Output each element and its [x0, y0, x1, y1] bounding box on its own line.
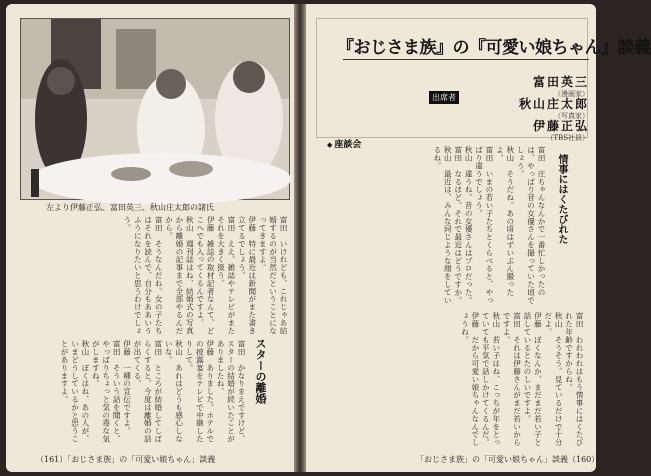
paragraph: 富田 いまの若い子たちとくらべると、やっぱり違うでしょう。: [474, 146, 494, 304]
paragraph: 富田 そういう話を聞くと、やっぱりちょっと気の毒な気がしますね。: [91, 340, 122, 443]
left-upper-text: [20, 216, 288, 340]
left-lower-text: [20, 340, 246, 448]
article-title: 『おじさま族』の『可愛い娘ちゃん』談義: [337, 38, 651, 58]
photo-caption: 左より伊藤正弘、富田英三、秋山庄太郎の諸氏: [46, 203, 214, 212]
magazine-spread: [6, 4, 651, 472]
participant-role: （TBS社員）: [546, 134, 589, 142]
paragraph: 秋山 最近は、みんな同じような顔をしているね。: [432, 146, 453, 304]
title-divider: [343, 59, 589, 60]
paragraph: 富田 庄ちゃんなんかで一番忙しかったのは、やっぱり昔の女優さんを撮っていた頃でしょう。: [516, 146, 546, 304]
page-footer: （161）「おじさま族」の「可愛い娘ちゃん」談義: [36, 455, 216, 464]
discussion-photo: [20, 18, 290, 200]
paragraph: 伊藤 雑誌の取材記者なんて、どこへでも入ってくるんですよ。: [195, 216, 216, 335]
right-page: [306, 4, 651, 472]
title-block: [316, 18, 651, 150]
attendees-label: 出席者: [429, 91, 459, 104]
participant: [533, 115, 589, 143]
paragraph: 伊藤 だから可愛い娘ちゃんなんでしょうね。: [460, 312, 480, 447]
paragraph: 秋山 ぼくはね、あの人が、いまどうしているかと思うことがありますよ。: [60, 340, 90, 443]
paragraph: 富田 それは伊藤さんがまだ若いからですよ。: [502, 312, 522, 447]
page-footer: 「おじさま族」の「可愛い娘ちゃん」談義（160）: [416, 455, 600, 464]
paragraph: 富田 ええ。雑誌やテレビがまたそれを大きく扱う。: [216, 216, 236, 335]
section-heading: スターの離婚: [254, 338, 267, 404]
paragraph: 秋山 若い子はね、こっちが年をとっていても平気で話しかけてくるんだ。: [481, 312, 501, 447]
paragraph: 富田 いけれども、これじゃあ結婚するのが当然だということになってきますよ。: [258, 216, 288, 335]
paragraph: 伊藤 ありました。ホテルでの披露宴をテレビで中継したりして。: [184, 340, 215, 443]
section-heading: 情事にはくたびれた: [556, 154, 567, 244]
participant-name: 秋山庄太郎: [518, 97, 589, 111]
paragraph: 伊藤 特に最近は新聞がまた書き立てるでしょう。: [237, 216, 257, 335]
paragraph: 富田 われわれはもう情事にはくたびれた年齢ですからね。: [564, 312, 584, 447]
photo-illustration: [21, 19, 289, 199]
paragraph: 伊藤 一種の宣伝ですよ。: [122, 340, 132, 435]
book-gutter: [294, 4, 306, 472]
participant-name: 富田英三: [532, 75, 589, 89]
paragraph: 富田 ところが結婚してしばらくすると、今度は離婚の話が出てくる。: [132, 340, 163, 443]
paragraph: 秋山 そうそう。見ているだけで十分だよ。: [543, 312, 564, 447]
participant-name: 伊藤正弘: [532, 119, 589, 133]
paragraph: 富田 そうなんだね。女の子たちはそれを読んで、自分もああいうふうになりたいと思うわけでしょう。: [122, 216, 164, 335]
session-label: ◆ 座談会: [327, 137, 361, 150]
right-lower-text: [316, 312, 584, 448]
paragraph: 富田 なるほど。それで最近はどうですか。: [453, 146, 463, 304]
participant-role: （写真家）: [554, 112, 589, 120]
paragraph: 秋山 そうだね。あの頃はずいぶん撮ったよ。: [495, 146, 515, 297]
left-page: [6, 4, 294, 472]
paragraph: 秋山 週刊誌はね、結婚式の写真から離婚の記事まで全部やるんだから。: [164, 216, 195, 335]
right-upper-text: [316, 146, 546, 308]
paragraph: 富田 かなりまえですけど、スターの結婚が続いたことがありましたね。: [216, 340, 246, 443]
participant-role: （漫画家）: [554, 90, 589, 98]
paragraph: 伊藤 ぼくなんか、まだまだ若い子と話しているとたのしいですよ。: [522, 312, 543, 447]
paragraph: 秋山 あれはどうも感心しないな。: [164, 340, 184, 443]
paragraph: 秋山 違うね。昔の女優さんはプロだった。: [464, 146, 474, 304]
